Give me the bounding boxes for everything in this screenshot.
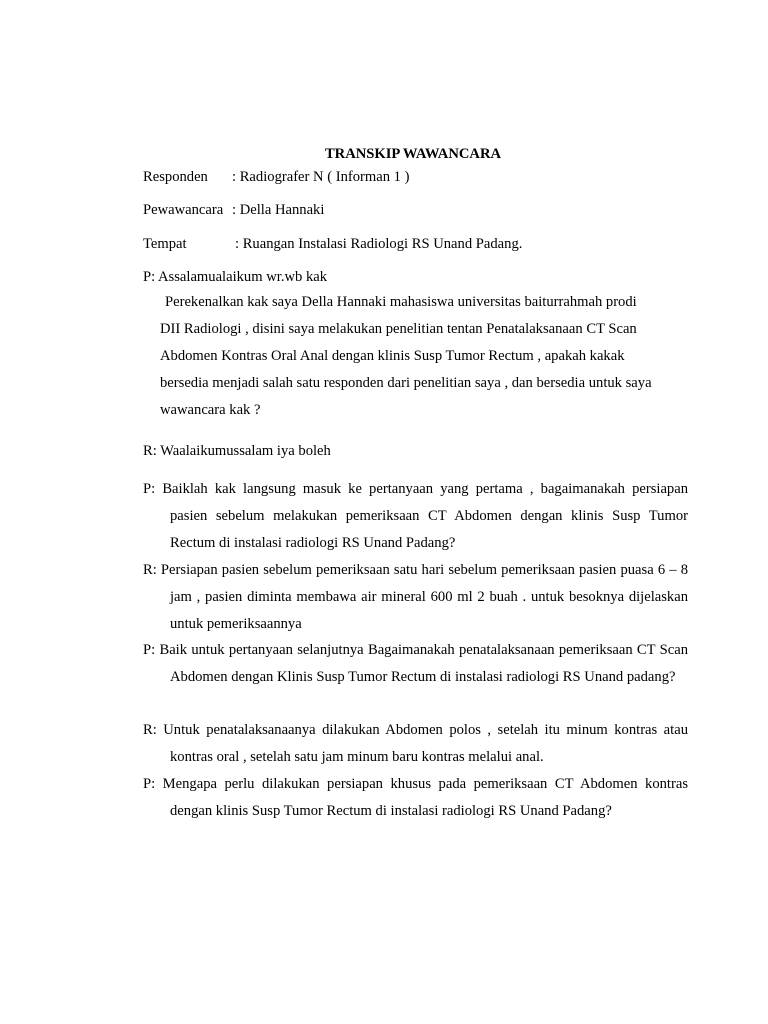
meta-label: Pewawancara — [143, 202, 224, 218]
meta-label: Tempat — [143, 236, 187, 252]
meta-value: : Della Hannaki — [232, 202, 325, 218]
meta-row-responden — [143, 168, 410, 186]
meta-value: : Ruangan Instalasi Radiologi RS Unand Padang. — [235, 236, 523, 252]
qa-item: P: Mengapa perlu dilakukan persiapan khusus pada pemeriksaan CT Abdomen kontras dengan klinis Susp Tumor Rectum di instalasi radiologi RS Unand Padang? — [143, 776, 688, 819]
qa-item: R: Untuk penatalaksanaanya dilakukan Abdomen polos , setelah itu minum kontras atau kontras oral , setelah satu jam minum baru kontras melalui anal. — [143, 722, 688, 765]
greeting-line: P: Assalamualaikum wr.wb kak — [143, 269, 328, 285]
response-greeting-line: R: Waalaikumussalam iya boleh — [143, 443, 331, 459]
meta-row-pewawancara — [143, 201, 324, 219]
meta-row-tempat — [143, 235, 522, 253]
qa-item: R: Persiapan pasien sebelum pemeriksaan satu hari sebelum pemeriksaan pasien puasa 6 – 8 jam , pasien diminta membawa air mineral 600 ml 2 buah . untuk besoknya dijelaskan untuk pemeriksaannya — [143, 562, 688, 632]
qa-item: P: Baik untuk pertanyaan selanjutnya Bagaimanakah penatalaksanaan pemeriksaan CT Scan Abdomen dengan Klinis Susp Tumor Rectum di instalasi radiologi RS Unand padang? — [143, 642, 688, 685]
meta-value: : Radiografer N ( Informan 1 ) — [232, 169, 410, 185]
qa-item: P: Baiklah kak langsung masuk ke pertanyaan yang pertama , bagaimanakah persiapan pasien sebelum melakukan pemeriksaan CT Abdomen dengan klinis Susp Tumor Rectum di instalasi radiologi RS Unand Padang? — [143, 481, 688, 551]
intro-paragraph: Perekenalkan kak saya Della Hannaki mahasiswa universitas baiturrahmah prodi DII Radiologi , disini saya melakukan penelitian tentan Penatalaksanaan CT Scan Abdomen Kontras Oral Anal dengan klinis Susp Tumor Rectum , apakah kakak bersedia menjadi salah satu responden dari penelitian saya , dan bersedia untuk saya wawancara kak ? — [160, 294, 652, 418]
document-title: TRANSKIP WAWANCARA — [324, 146, 502, 162]
meta-label: Responden — [143, 169, 208, 185]
